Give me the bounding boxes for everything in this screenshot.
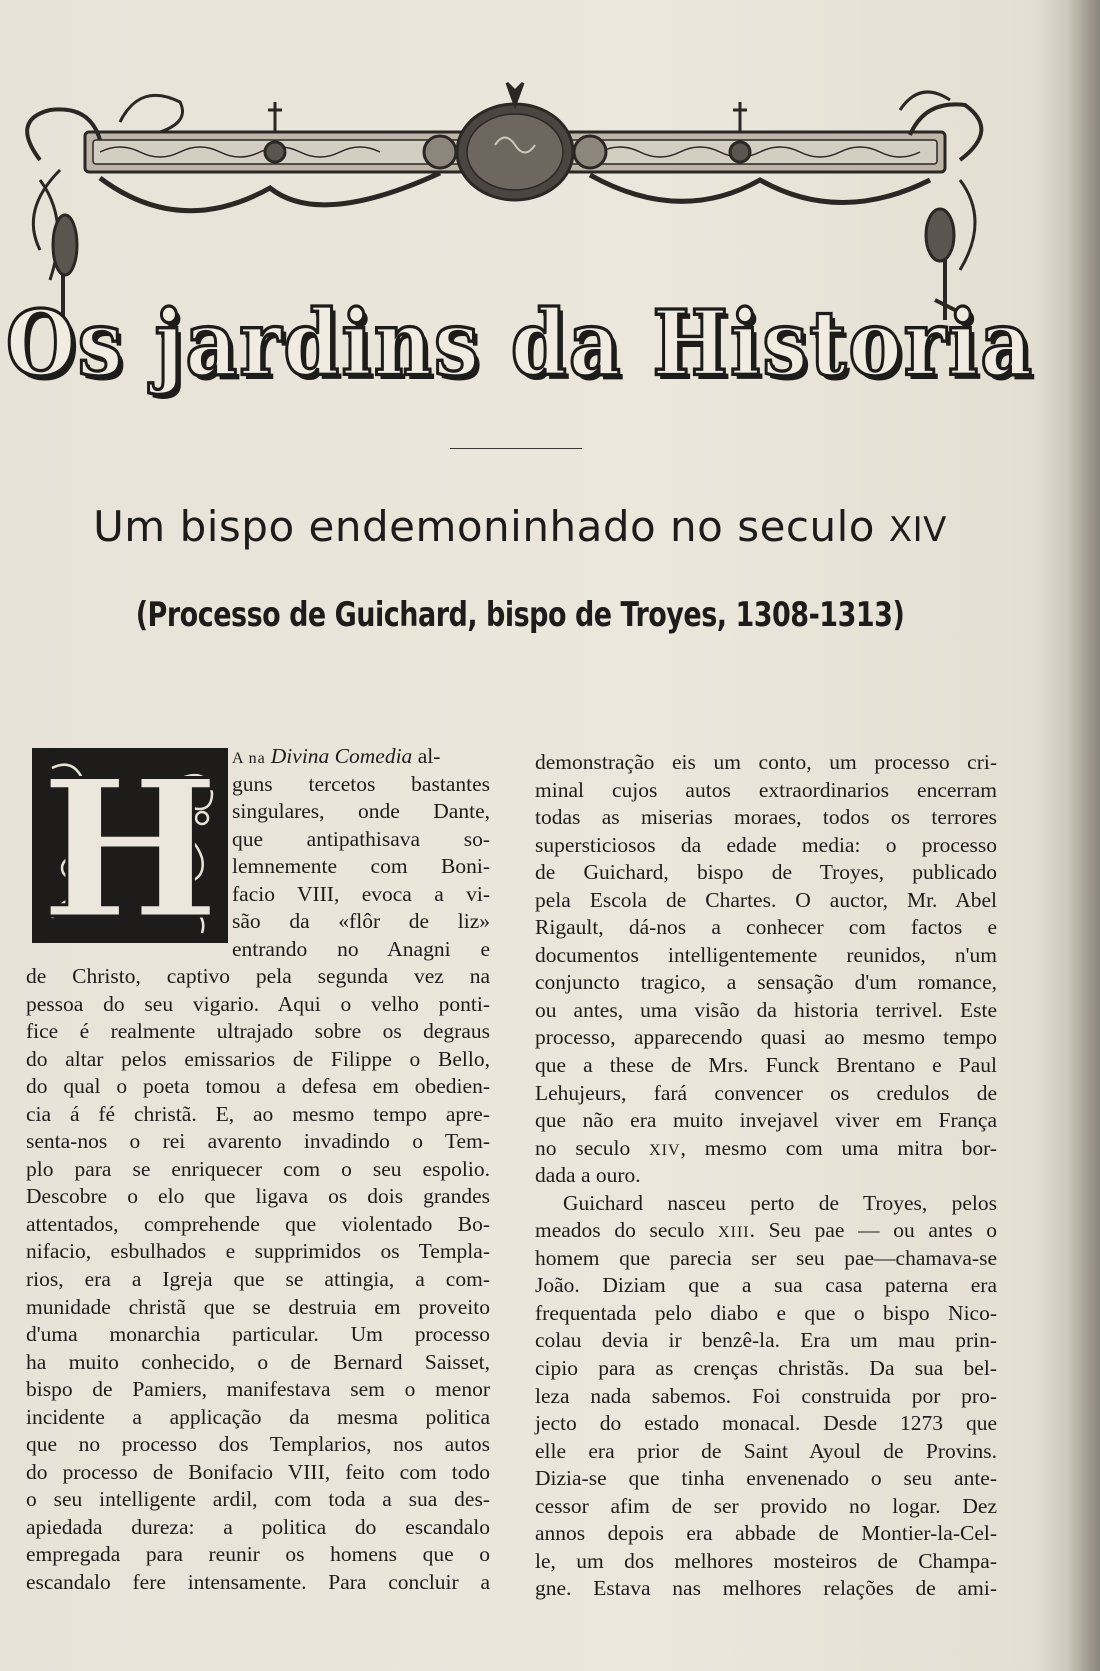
text-line: de Guichard, bispo de Troyes, publicado xyxy=(535,860,997,885)
text-line: senta-nos o rei avarento invadindo o Tem- xyxy=(26,1129,490,1154)
text-line: Rigault, dá-nos a conhecer com factos e xyxy=(535,915,997,940)
text-line: conjuncto tragico, a sensação d'um romance, xyxy=(535,970,997,995)
text-line: Dizia-se que tinha envenenado o seu ante- xyxy=(535,1466,997,1491)
text-line: lemnemente com Boni- xyxy=(232,854,490,879)
text-line: colau devia ir benzê-la. Era um mau prin- xyxy=(535,1328,997,1353)
text-line: rios, era a Igreja que se attingia, a com- xyxy=(26,1267,490,1292)
text-line: João. Diziam que a sua casa paterna era xyxy=(535,1273,997,1298)
text-line: pessoa do seu vigario. Aqui o velho ponti- xyxy=(26,991,490,1016)
text-line: escandalo fere intensamente. Para concluir a xyxy=(26,1570,490,1595)
text-line: plo para se enriquecer com o seu espolio. xyxy=(26,1156,490,1181)
article-subtitle xyxy=(0,502,1040,551)
text-line: minal cujos autos extraordinarios encerram xyxy=(535,777,997,802)
text-line: apiedada dureza: a politica do escandalo xyxy=(26,1514,490,1539)
text-line: annos depois era abbade de Montier-la-Cel- xyxy=(535,1521,997,1546)
subtitle-text: Um bispo endemoninhado no seculo xyxy=(93,502,889,551)
text-line: elle era prior de Saint Ayoul de Provins. xyxy=(535,1438,997,1463)
text-line: demonstração eis um conto, um processo cri- xyxy=(535,750,997,774)
text-line: entrando no Anagni e xyxy=(232,936,490,961)
text-line: supersticiosos da edade media: o processo xyxy=(535,832,997,857)
text-line: singulares, onde Dante, xyxy=(232,799,490,824)
text-line: Descobre o elo que ligava os dois grandes xyxy=(26,1184,490,1209)
text-line: guns tercetos bastantes xyxy=(232,771,490,796)
left-column-intro xyxy=(232,743,490,963)
text-line: todas as miserias moraes, todos os terrores xyxy=(535,805,997,830)
text-line: homem que parecia ser seu pae—chamava-se xyxy=(535,1245,997,1270)
text-line: no seculo XIV, mesmo com uma mitra bor- xyxy=(535,1135,997,1160)
dropcap-letter: H xyxy=(40,748,220,943)
text-line: cia á fé christã. E, ao mesmo tempo apre- xyxy=(26,1101,490,1126)
text-line: bispo de Pamiers, manifestava sem o menor xyxy=(26,1377,490,1402)
text-line: gne. Estava nas melhores relações de ami- xyxy=(535,1576,997,1601)
text-line: nifacio, esbulhados e supprimidos os Templa- xyxy=(26,1239,490,1264)
text-line: do altar pelos emissarios de Filippe o Bello, xyxy=(26,1046,490,1071)
process-heading: (Processo de Guichard, bispo de Troyes, 1308-1313) xyxy=(135,596,905,635)
text-line: pela Escola de Chartes. O auctor, Mr. Abel xyxy=(535,887,997,912)
text-line: jecto do estado monacal. Desde 1273 que xyxy=(535,1411,997,1436)
text-line: leza nada sabemos. Foi construida por pro- xyxy=(535,1383,997,1408)
text-line: Lehujeurs, fará convencer os credulos de xyxy=(535,1080,997,1105)
text-line: empregada para reunir os homens que o xyxy=(26,1542,490,1567)
page-title: Os jardins da Historia xyxy=(5,290,1035,396)
text-line: o seu intelligente ardil, com toda a sua des- xyxy=(26,1487,490,1512)
text-line: que no processo dos Templarios, nos autos xyxy=(26,1432,490,1457)
text-line: frequentada pelo diabo e que o bispo Nico- xyxy=(535,1300,997,1325)
text-line: que não era muito invejavel viver em França xyxy=(535,1108,997,1133)
text-line: são da «flôr de liz» xyxy=(232,909,490,934)
text-line: que a these de Mrs. Funck Brentano e Paul xyxy=(535,1053,997,1078)
text-line: d'uma monarchia particular. Um processo xyxy=(26,1322,490,1347)
text-line: que antipathisava so- xyxy=(232,826,490,851)
text-line: ha muito conhecido, o de Bernard Saisset, xyxy=(26,1349,490,1374)
subtitle-century: XIV xyxy=(888,510,947,550)
text-line: dada a ouro. xyxy=(535,1163,641,1188)
right-column-body xyxy=(535,749,997,1603)
text-line: do qual o poeta tomou a defesa em obedien- xyxy=(26,1074,490,1099)
text-line: fice é realmente ultrajado sobre os degraus xyxy=(26,1019,490,1044)
text-line: Guichard nasceu perto de Troyes, pelos xyxy=(563,1190,997,1215)
left-column-body xyxy=(26,963,490,1597)
text-line: do processo de Bonifacio VIII, feito com todo xyxy=(26,1459,490,1484)
text-line: attentados, comprehende que violentado Bo- xyxy=(26,1211,490,1236)
dropcap-ornament xyxy=(32,748,228,943)
text-line: cipio para as crenças christãs. Da sua bel- xyxy=(535,1356,997,1381)
text-line: cessor afim de ser provido no logar. Dez xyxy=(535,1493,997,1518)
text-line: documentos intelligentemente reunidos, n'um xyxy=(535,942,997,967)
text-line: A na Divina Comedia al- xyxy=(232,744,441,768)
title-divider xyxy=(450,448,582,449)
text-line: de Christo, captivo pela segunda vez na xyxy=(26,964,490,988)
text-line: meados do seculo XIII. Seu pae — ou antes o xyxy=(535,1218,997,1243)
text-line: ou antes, uma visão da historia terrivel. Este xyxy=(535,997,997,1022)
text-line: processo, apparecendo quasi ao mesmo tempo xyxy=(535,1025,997,1050)
text-line: facio VIII, evoca a vi- xyxy=(232,881,490,906)
text-line: incidente a applicação da mesma politica xyxy=(26,1404,490,1429)
text-line: munidade christã que se destruia em proveito xyxy=(26,1294,490,1319)
text-line: le, um dos melhores mosteiros de Champa- xyxy=(535,1548,997,1573)
